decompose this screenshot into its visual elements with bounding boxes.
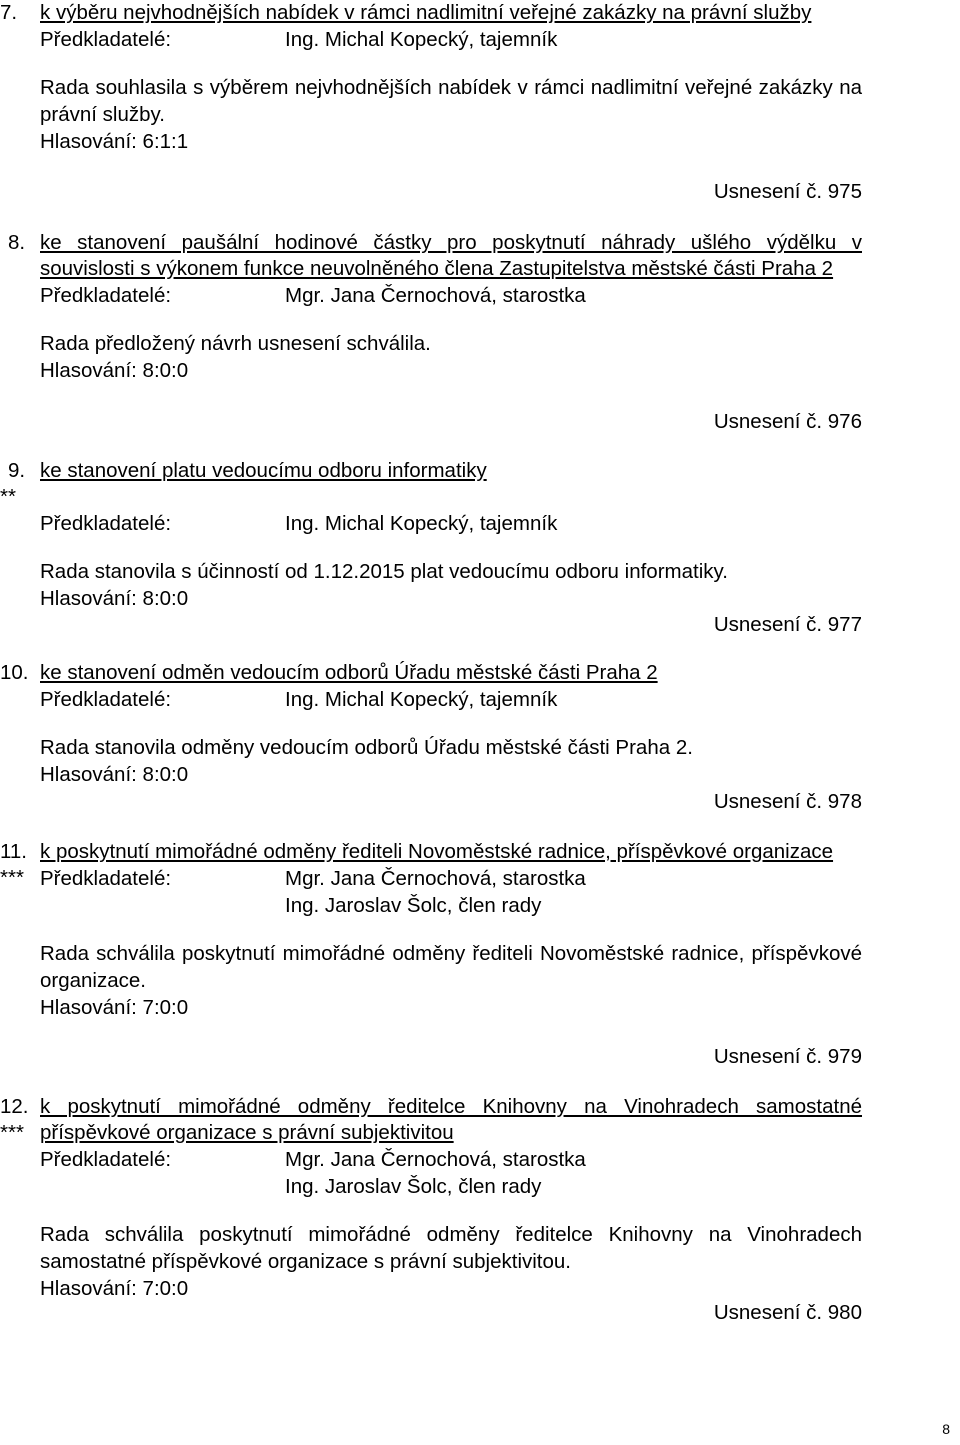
- item-text: Rada schválila poskytnutí mimořádné odměny ředitelce Knihovny na Vinohradech samostatné příspěvkové organizace s právní subjektivitou.: [40, 1223, 862, 1273]
- page-number: 8: [942, 1421, 950, 1437]
- presenter-label: Předkladatelé:: [40, 28, 172, 51]
- presenter-name: Mgr. Jana Černochová, starostka: [285, 284, 586, 307]
- presenter-label: Předkladatelé:: [40, 688, 172, 711]
- item-number: 9.: [8, 459, 26, 482]
- item-number: 8.: [8, 231, 26, 254]
- item-text: Rada předložený návrh usnesení schválila.: [40, 332, 431, 355]
- vote-result: Hlasování: 7:0:0: [40, 996, 189, 1019]
- presenter-name: Ing. Michal Kopecký, tajemník: [285, 28, 558, 51]
- item-number: 12.: [0, 1095, 29, 1118]
- item-title: ke stanovení odměn vedoucím odborů Úřadu městské části Praha 2: [40, 661, 658, 684]
- presenter-label: Předkladatelé:: [40, 512, 172, 535]
- item-text: Rada stanovila odměny vedoucím odborů Úřadu městské části Praha 2.: [40, 736, 693, 759]
- presenter-name: Mgr. Jana Černochová, starostka: [285, 1148, 586, 1171]
- vote-result: Hlasování: 6:1:1: [40, 130, 189, 153]
- resolution-number: Usnesení č. 978: [713, 790, 862, 813]
- resolution-number: Usnesení č. 980: [713, 1301, 862, 1324]
- presenter-row: [40, 1173, 862, 1200]
- resolution-number: Usnesení č. 979: [713, 1045, 862, 1068]
- item-stars: ***: [0, 866, 24, 889]
- presenter-row: [40, 892, 862, 919]
- item-number: 7.: [0, 1, 18, 24]
- presenter-label: Předkladatelé:: [40, 284, 172, 307]
- item-title: k poskytnutí mimořádné odměny řediteli Novoměstské radnice, příspěvkové organizace: [40, 840, 834, 863]
- presenter-name: Ing. Michal Kopecký, tajemník: [285, 512, 558, 535]
- resolution-number: Usnesení č. 975: [713, 180, 862, 203]
- item-stars: ***: [0, 1121, 24, 1144]
- item-title: ke stanovení platu vedoucímu odboru informatiky: [40, 459, 487, 482]
- vote-result: Hlasování: 8:0:0: [40, 587, 189, 610]
- item-title: k poskytnutí mimořádné odměny ředitelce Knihovny na Vinohradech samostatné příspěvkové organizace s právní subjektivitou: [40, 1095, 862, 1144]
- item-text: Rada souhlasila s výběrem nejvhodnějších nabídek v rámci nadlimitní veřejné zakázky na právní služby.: [40, 76, 862, 126]
- resolution-number: Usnesení č. 976: [713, 410, 862, 433]
- vote-result: Hlasování: 8:0:0: [40, 763, 189, 786]
- presenter-row: [40, 1146, 862, 1173]
- item-text: Rada schválila poskytnutí mimořádné odměny řediteli Novoměstské radnice, příspěvkové organizace.: [40, 942, 862, 992]
- item-number: 10.: [0, 661, 29, 684]
- presenter-name: Ing. Jaroslav Šolc, člen rady: [285, 894, 542, 917]
- presenter-name: Ing. Michal Kopecký, tajemník: [285, 688, 558, 711]
- item-text: Rada stanovila s účinností od 1.12.2015 plat vedoucímu odboru informatiky.: [40, 560, 728, 583]
- presenter-label: Předkladatelé:: [40, 1148, 172, 1171]
- resolution-number: Usnesení č. 977: [713, 613, 862, 636]
- presenter-row: [40, 865, 862, 892]
- vote-result: Hlasování: 8:0:0: [40, 359, 189, 382]
- presenter-row: [40, 26, 862, 53]
- item-title: k výběru nejvhodnějších nabídek v rámci nadlimitní veřejné zakázky na právní služby: [40, 1, 812, 24]
- presenter-row: [40, 510, 862, 537]
- presenter-row: [40, 686, 862, 713]
- presenter-label: Předkladatelé:: [40, 867, 172, 890]
- vote-result: Hlasování: 7:0:0: [40, 1277, 189, 1300]
- item-number: 11.: [0, 840, 27, 863]
- item-title: ke stanovení paušální hodinové částky pro poskytnutí náhrady ušlého výdělku v souvislosti s výkonem funkce neuvolněného člena Zastupitelstva městské části Praha 2: [40, 231, 862, 280]
- item-stars: **: [0, 485, 16, 508]
- presenter-name: Ing. Jaroslav Šolc, člen rady: [285, 1175, 542, 1198]
- presenter-name: Mgr. Jana Černochová, starostka: [285, 867, 586, 890]
- presenter-row: [40, 282, 862, 309]
